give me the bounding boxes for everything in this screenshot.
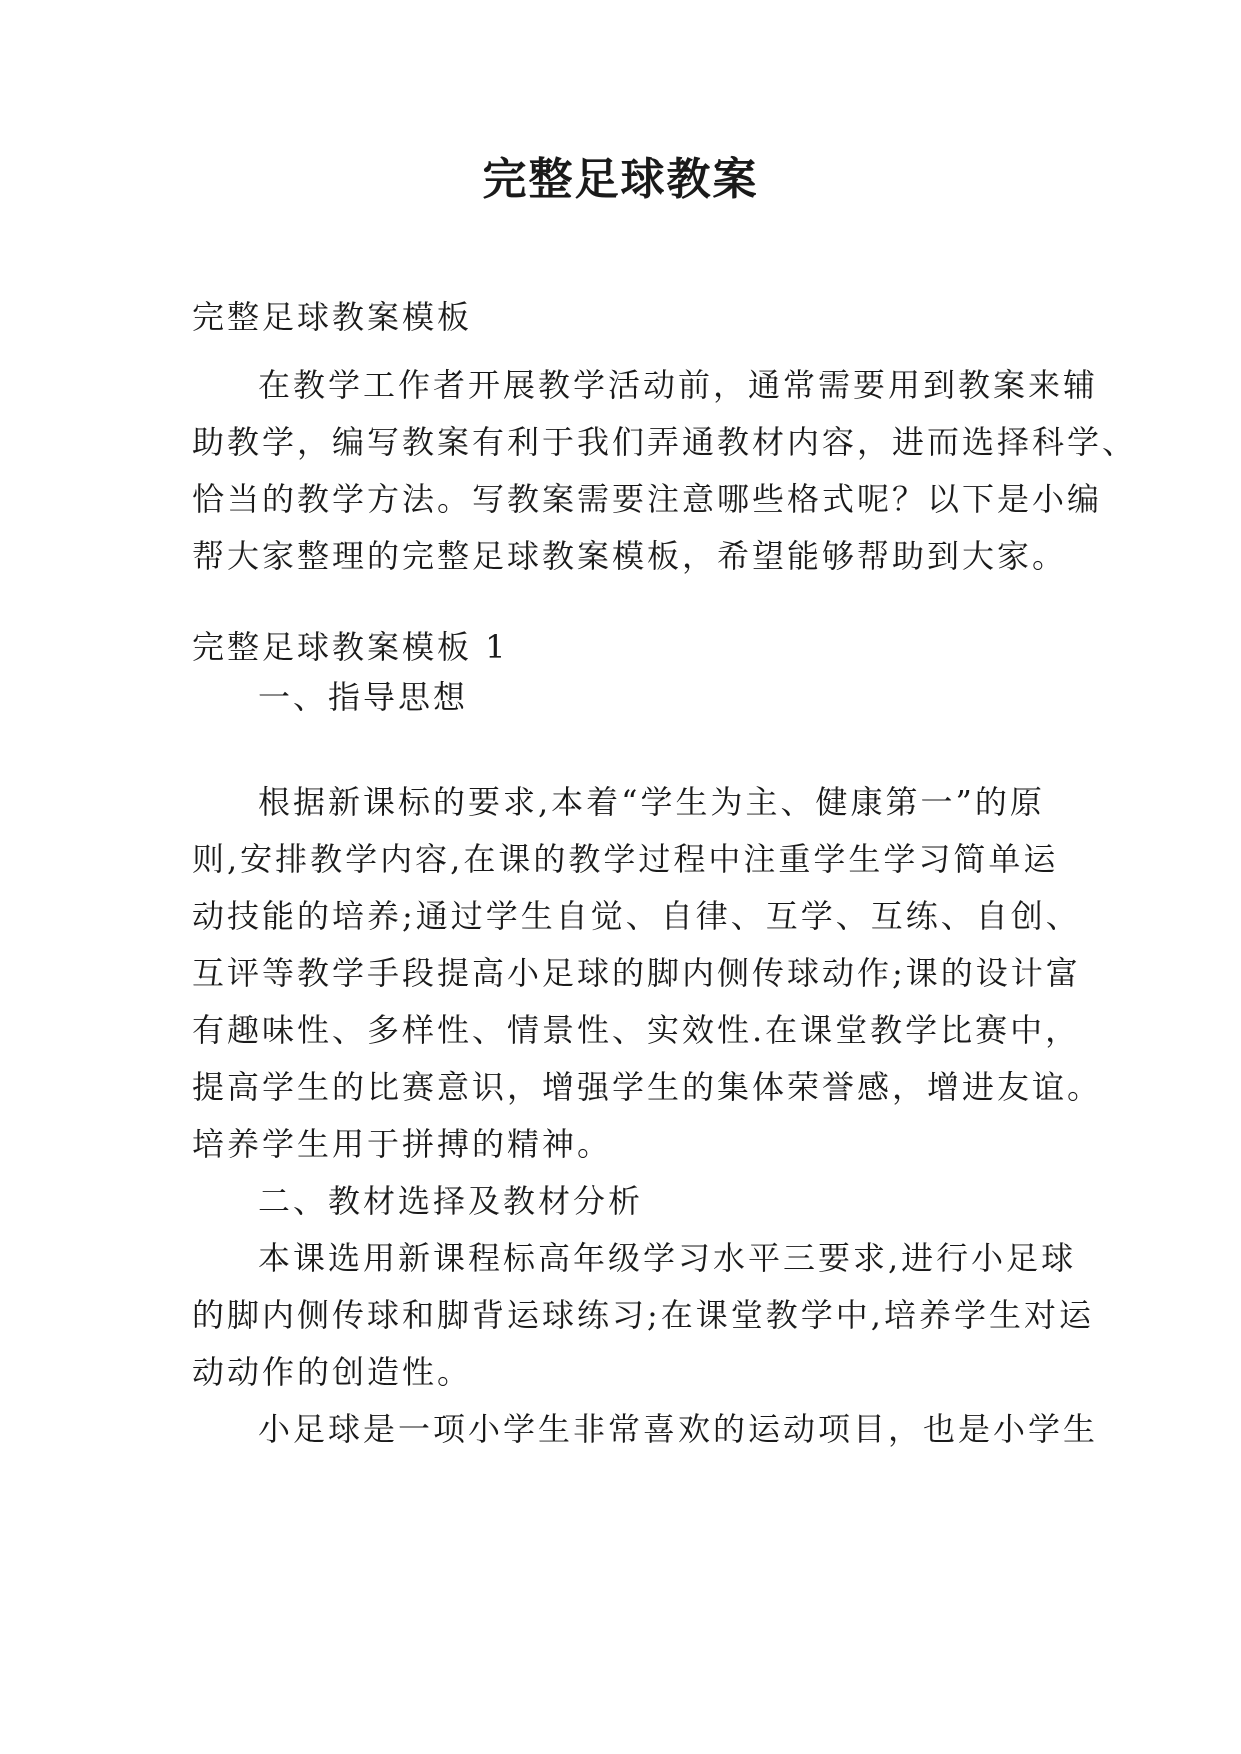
document-subtitle: 完整足球教案模板 — [192, 298, 473, 336]
section-2-line: 本课选用新课程标高年级学习水平三要求,进行小足球 — [258, 1239, 1077, 1277]
intro-paragraph — [192, 357, 1138, 585]
section-1-line: 互评等教学手段提高小足球的脚内侧传球动作;课的设计富 — [192, 954, 1081, 992]
intro-line: 恰当的教学方法。写教案需要注意哪些格式呢？以下是小编 — [192, 480, 1103, 518]
section-2-last-line: 小足球是一项小学生非常喜欢的运动项目，也是小学生 — [258, 1410, 1099, 1448]
section-1-line: 根据新课标的要求,本着“学生为主、健康第一”的原 — [258, 783, 1045, 821]
section-2-line: 动动作的创造性。 — [192, 1353, 473, 1391]
document-title: 完整足球教案 — [482, 154, 759, 205]
intro-line: 帮大家整理的完整足球教案模板，希望能够帮助到大家。 — [192, 537, 1068, 575]
template-1-heading: 完整足球教案模板 1 — [192, 628, 509, 666]
section-1-line: 提高学生的比赛意识，增强学生的集体荣誉感，增进友谊。 — [192, 1068, 1103, 1106]
section-2-line: 的脚内侧传球和脚背运球练习;在课堂教学中,培养学生对运 — [192, 1296, 1094, 1334]
section-1-line: 动技能的培养;通过学生自觉、自律、互学、互练、自创、 — [192, 897, 1081, 935]
section-2-heading: 二、教材选择及教材分析 — [258, 1182, 644, 1220]
intro-line: 在教学工作者开展教学活动前，通常需要用到教案来辅 — [258, 366, 1099, 404]
section-1-line: 则,安排教学内容,在课的教学过程中注重学生学习简单运 — [192, 840, 1059, 878]
intro-line: 助教学，编写教案有利于我们弄通教材内容，进而选择科学、 — [192, 423, 1138, 461]
section-1-paragraph — [192, 774, 1103, 1458]
section-1-line: 培养学生用于拼搏的精神。 — [192, 1125, 613, 1163]
section-1-heading: 一、指导思想 — [258, 678, 469, 716]
section-1-line: 有趣味性、多样性、情景性、实效性.在课堂教学比赛中， — [192, 1011, 1081, 1049]
